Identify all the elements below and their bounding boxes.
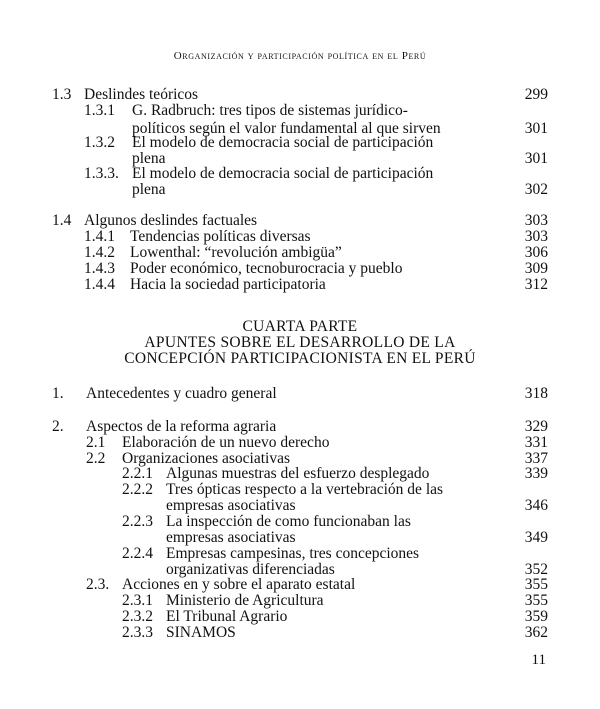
toc-title-cont: organizativas diferenciadas (166, 561, 335, 578)
toc-page: 312 (524, 276, 548, 293)
toc-title-cont: plena (132, 181, 166, 198)
toc-number: 1. (52, 385, 64, 402)
toc-title: Antecedentes y cuadro general (86, 385, 277, 402)
toc-page: 331 (524, 434, 548, 451)
toc-page: 303 (524, 228, 548, 245)
toc-number: 2.2.4 (122, 545, 153, 562)
toc-title: El modelo de democracia social de participación (132, 134, 434, 151)
toc-title-cont: empresas asociativas (166, 497, 296, 514)
toc-page: 359 (524, 608, 548, 625)
toc-title: Ministerio de Agricultura (166, 592, 324, 609)
toc-page: 339 (524, 465, 548, 482)
toc-page: 301 (524, 120, 548, 137)
toc-title: Algunas muestras del esfuerzo desplegado (166, 465, 430, 482)
toc-number: 2.2.2 (122, 481, 153, 498)
running-header: Organización y participación política en el Perú (173, 50, 427, 62)
toc-title-cont: empresas asociativas (166, 529, 296, 546)
toc-number: 2.2 (86, 450, 106, 467)
toc-title: Organizaciones asociativas (122, 450, 290, 467)
toc-title-cont: políticos según el valor fundamental al que sirven (132, 120, 441, 137)
toc-page: 299 (524, 86, 548, 103)
toc-title: Algunos deslindes factuales (84, 212, 258, 229)
toc-page: 355 (524, 592, 548, 609)
toc-page: 306 (524, 244, 548, 261)
toc-title: G. Radbruch: tres tipos de sistemas jurídico- (132, 102, 408, 119)
part-subtitle-line-2: CONCEPCIÓN PARTICIPACIONISTA EN EL PERÚ (124, 350, 476, 367)
toc-number: 2.3. (86, 576, 110, 593)
toc-number: 1.4.2 (84, 244, 115, 261)
toc-title: Empresas campesinas, tres concepciones (166, 545, 420, 562)
toc-page: 349 (524, 529, 548, 546)
toc-page: 352 (524, 561, 548, 578)
toc-number: 1.4.1 (84, 228, 115, 245)
toc-number: 2.3.2 (122, 608, 153, 625)
toc-title-cont: plena (132, 150, 166, 167)
toc-number: 1.4 (52, 212, 72, 229)
toc-title: El Tribunal Agrario (166, 608, 288, 625)
toc-page: 355 (524, 576, 548, 593)
toc-number: 1.4.3 (84, 260, 115, 277)
toc-title: SINAMOS (166, 624, 236, 641)
toc-number: 2. (52, 418, 64, 435)
toc-page: 329 (524, 418, 548, 435)
toc-title: Aspectos de la reforma agraria (86, 418, 277, 435)
toc-title: Tres ópticas respecto a la vertebración de las (166, 481, 444, 498)
toc-number: 2.1 (86, 434, 106, 451)
toc-number: 2.2.3 (122, 513, 153, 530)
toc-number: 1.3.3. (84, 165, 119, 182)
toc-number: 1.3.2 (84, 134, 115, 151)
toc-number: 2.3.3 (122, 624, 153, 641)
toc-page: 318 (524, 385, 548, 402)
toc-page: 302 (524, 181, 548, 198)
part-subtitle-line-1: APUNTES SOBRE EL DESARROLLO DE LA (144, 334, 456, 351)
toc-page: 362 (524, 624, 548, 641)
folio-page-number: 11 (531, 652, 546, 668)
toc-title: La inspección de como funcionaban las (166, 513, 411, 530)
toc-page: 303 (524, 212, 548, 229)
toc-number: 1.4.4 (84, 276, 115, 293)
toc-title: Poder económico, tecnoburocracia y pueblo (130, 260, 403, 277)
toc-title: Hacia la sociedad participatoria (130, 276, 326, 293)
part-title: CUARTA PARTE (242, 318, 358, 335)
toc-page: 337 (524, 450, 548, 467)
toc-title: Tendencias políticas diversas (130, 228, 311, 245)
toc-page: 309 (524, 260, 548, 277)
toc-page: 301 (524, 150, 548, 167)
toc-title: Elaboración de un nuevo derecho (122, 434, 330, 451)
toc-title: Acciones en y sobre el aparato estatal (122, 576, 356, 593)
toc-title: El modelo de democracia social de participación (132, 165, 434, 182)
toc-title: Lowenthal: “revolución ambigüa” (130, 244, 342, 261)
toc-page: 346 (524, 497, 548, 514)
toc-number: 1.3.1 (84, 102, 115, 119)
toc-number: 2.3.1 (122, 592, 153, 609)
toc-title: Deslindes teóricos (84, 86, 199, 103)
toc-number: 1.3 (52, 86, 72, 103)
toc-number: 2.2.1 (122, 465, 153, 482)
